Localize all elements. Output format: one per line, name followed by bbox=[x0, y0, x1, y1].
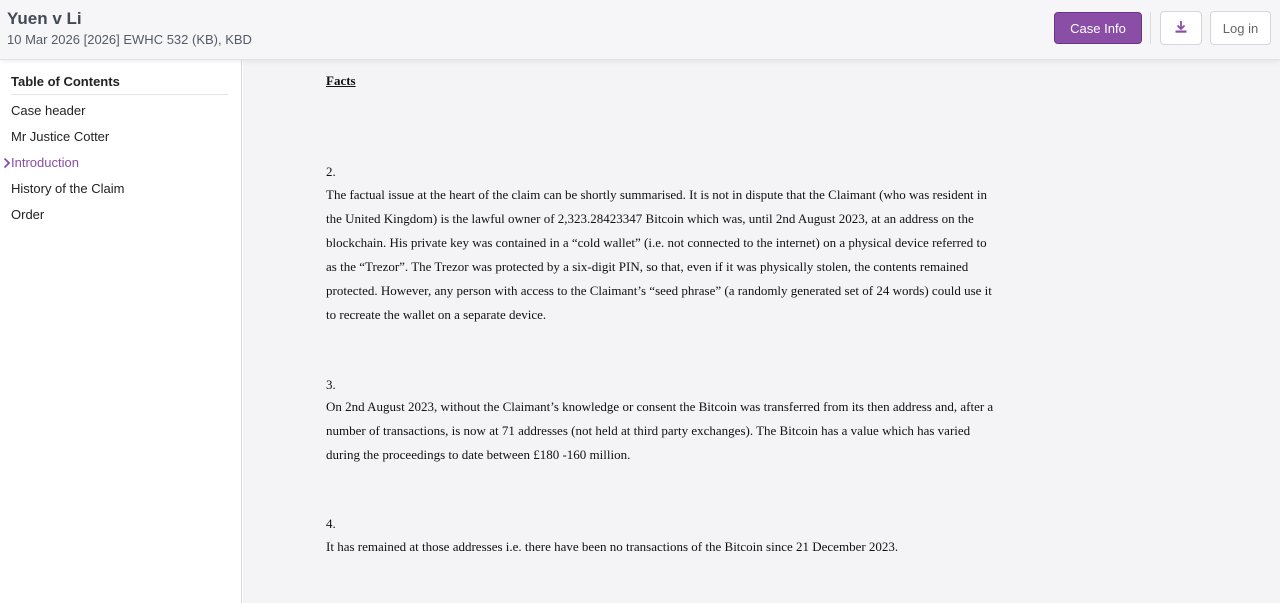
case-citation: 10 Mar 2026 [2026] EWHC 532 (KB), KBD bbox=[7, 32, 252, 47]
toc-list bbox=[0, 103, 240, 233]
toc-item-case-header[interactable] bbox=[0, 103, 240, 129]
paragraph-number: 4. bbox=[326, 516, 336, 531]
sidebar bbox=[0, 60, 242, 603]
toc-item-mr-justice-cotter[interactable] bbox=[0, 129, 240, 155]
toc-item-label: Mr Justice Cotter bbox=[11, 129, 110, 144]
toc-item-label: Case header bbox=[11, 103, 86, 118]
login-button[interactable]: Log in bbox=[1210, 11, 1271, 45]
section-heading-facts: Facts bbox=[326, 73, 356, 88]
paragraph-text: It has remained at those addresses i.e. there have been no transactions of the Bitcoin since 21 December 2023. bbox=[326, 539, 899, 554]
toc-title: Table of Contents bbox=[11, 74, 228, 95]
toc-item-label: History of the Claim bbox=[11, 181, 125, 196]
header-divider bbox=[1150, 12, 1151, 44]
paragraph-number: 2. bbox=[326, 164, 336, 179]
toc-item-introduction[interactable] bbox=[0, 155, 240, 181]
case-title: Yuen v Li bbox=[7, 9, 82, 28]
download-icon bbox=[1174, 20, 1188, 37]
toc-item-history-of-the-claim[interactable] bbox=[0, 181, 240, 207]
toc-item-label: Order bbox=[11, 207, 45, 222]
paragraph-number: 3. bbox=[326, 377, 336, 392]
paragraph-text: The factual issue at the heart of the claim can be shortly summarised. It is not in dispute that the Claimant (who was resident in the United Kingdom) is the lawful owner of 2,323.28423347 Bitcoin which was, until 2nd August 2023, at an address on the blockchain. His private key was contained in a “cold wallet” (i.e. not connected to the internet) on a physical device referred to as the “Trezor”. The Trezor was protected by a six-digit PIN, so that, even if it was physically stolen, the contents remained protected. However, any person with access to the Claimant’s “seed phrase” (a randomly generated set of 24 words) could use it to recreate the wallet on a separate device. bbox=[326, 187, 992, 322]
toc-item-label: Introduction bbox=[11, 155, 79, 170]
top-bar bbox=[0, 0, 1280, 60]
chevron-right-icon bbox=[3, 157, 11, 169]
paragraph-text: On 2nd August 2023, without the Claimant’s knowledge or consent the Bitcoin was transferred from its then address and, after a number of transactions, is now at 71 addresses (not held at third party exchanges). The Bitcoin has a value which has varied during the proceedings to date between £180 -160 million. bbox=[326, 399, 994, 462]
case-info-button[interactable]: Case Info bbox=[1054, 12, 1142, 44]
download-button[interactable] bbox=[1160, 11, 1202, 45]
document-pane[interactable] bbox=[243, 60, 1280, 603]
toc-item-order[interactable] bbox=[0, 207, 240, 233]
